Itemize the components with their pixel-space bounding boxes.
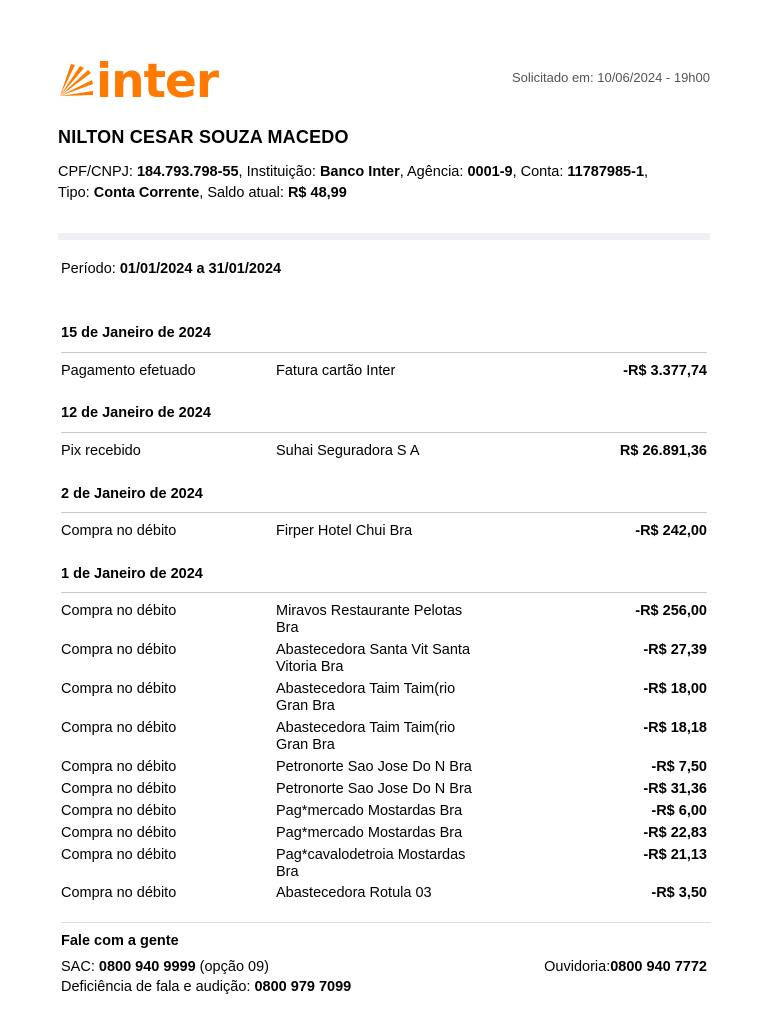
transaction-amount: -R$ 31,36 — [643, 781, 707, 797]
transaction-type: Compra no débito — [61, 781, 177, 797]
transaction-type: Pix recebido — [61, 443, 141, 459]
balance-label: , Saldo atual: — [199, 185, 288, 201]
sac-phone: 0800 940 9999 — [98, 959, 196, 975]
brand-name: inter — [96, 54, 219, 109]
transaction-type: Compra no débito — [61, 885, 177, 901]
ouvidoria-label: Ouvidoria: — [544, 959, 611, 975]
transaction-description: Pag*mercado Mostardas Bra — [276, 803, 463, 819]
date-separator — [61, 432, 707, 433]
date-header: 2 de Janeiro de 2024 — [61, 486, 203, 502]
sac-contact — [61, 959, 269, 975]
ouvidoria-contact — [544, 959, 707, 975]
sun-rays-icon — [58, 62, 94, 98]
transaction-type: Compra no débito — [61, 523, 177, 539]
cpf-value: 184.793.798-55 — [136, 164, 239, 180]
transaction-description: Abastecedora Taim Taim(rio Gran Bra — [276, 681, 456, 714]
transaction-amount: -R$ 27,39 — [643, 642, 707, 658]
period-value: 01/01/2024 a 31/01/2024 — [119, 261, 282, 277]
account-suffix: , — [644, 164, 649, 180]
transaction-type: Compra no débito — [61, 720, 177, 736]
agency-label: , Agência: — [399, 164, 468, 180]
transaction-description: Firper Hotel Chui Bra — [276, 523, 413, 539]
transaction-description: Pag*mercado Mostardas Bra — [276, 825, 463, 841]
footer-separator — [61, 922, 711, 923]
transaction-amount: -R$ 18,00 — [643, 681, 707, 697]
transaction-type: Compra no débito — [61, 681, 177, 697]
deaf-contact — [61, 979, 351, 995]
transaction-description: Suhai Seguradora S A — [276, 443, 420, 459]
account-label: , Conta: — [512, 164, 568, 180]
date-separator — [61, 352, 707, 353]
transaction-description: Fatura cartão Inter — [276, 363, 396, 379]
inter-logo — [58, 54, 219, 109]
date-header: 12 de Janeiro de 2024 — [61, 405, 211, 421]
institution-value: Banco Inter — [319, 164, 400, 180]
date-separator — [61, 592, 707, 593]
deaf-label: Deficiência de fala e audição: — [61, 979, 255, 995]
requested-timestamp: Solicitado em: 10/06/2024 - 19h00 — [511, 70, 710, 85]
date-header: 1 de Janeiro de 2024 — [61, 566, 203, 582]
transaction-amount: R$ 26.891,36 — [619, 443, 707, 459]
type-label: Tipo: — [58, 185, 94, 201]
statement-period — [61, 261, 281, 277]
transaction-description: Abastecedora Santa Vit Santa Vitoria Bra — [276, 642, 471, 675]
ouvidoria-phone: 0800 940 7772 — [610, 959, 707, 975]
account-holder-name: NILTON CESAR SOUZA MACEDO — [58, 127, 349, 147]
transaction-type: Pagamento efetuado — [61, 363, 196, 379]
transaction-amount: -R$ 256,00 — [635, 603, 707, 619]
transaction-amount: -R$ 3,50 — [651, 885, 707, 901]
transaction-description: Petronorte Sao Jose Do N Bra — [276, 759, 472, 775]
footer-title: Fale com a gente — [61, 933, 179, 949]
transaction-amount: -R$ 7,50 — [651, 759, 707, 775]
transaction-type: Compra no débito — [61, 847, 177, 863]
transaction-type: Compra no débito — [61, 759, 177, 775]
transaction-type: Compra no débito — [61, 603, 177, 619]
transaction-type: Compra no débito — [61, 642, 177, 658]
transaction-description: Miravos Restaurante Pelotas Bra — [276, 603, 463, 636]
balance-value: R$ 48,99 — [287, 185, 347, 201]
section-divider-band — [58, 233, 710, 240]
date-separator — [61, 512, 707, 513]
institution-label: , Instituição: — [238, 164, 320, 180]
period-label: Período: — [61, 261, 120, 277]
agency-value: 0001-9 — [467, 164, 513, 180]
cpf-label: CPF/CNPJ: — [58, 164, 137, 180]
transaction-amount: -R$ 6,00 — [651, 803, 707, 819]
account-details-line-1 — [58, 164, 648, 180]
deaf-phone: 0800 979 7099 — [254, 979, 352, 995]
transaction-description: Pag*cavalodetroia Mostardas Bra — [276, 847, 466, 880]
sac-label: SAC: — [61, 959, 99, 975]
transaction-amount: -R$ 242,00 — [635, 523, 707, 539]
transaction-description: Abastecedora Rotula 03 — [276, 885, 432, 901]
transaction-amount: -R$ 22,83 — [643, 825, 707, 841]
transaction-amount: -R$ 3.377,74 — [623, 363, 707, 379]
account-value: 11787985-1 — [567, 164, 645, 180]
sac-option: (opção 09) — [195, 959, 269, 975]
transaction-description: Abastecedora Taim Taim(rio Gran Bra — [276, 720, 456, 753]
transaction-description: Petronorte Sao Jose Do N Bra — [276, 781, 472, 797]
transaction-type: Compra no débito — [61, 803, 177, 819]
transaction-amount: -R$ 18,18 — [643, 720, 707, 736]
transaction-type: Compra no débito — [61, 825, 177, 841]
date-header: 15 de Janeiro de 2024 — [61, 325, 211, 341]
type-value: Conta Corrente — [93, 185, 200, 201]
transaction-amount: -R$ 21,13 — [643, 847, 707, 863]
account-details-line-2 — [58, 185, 347, 201]
